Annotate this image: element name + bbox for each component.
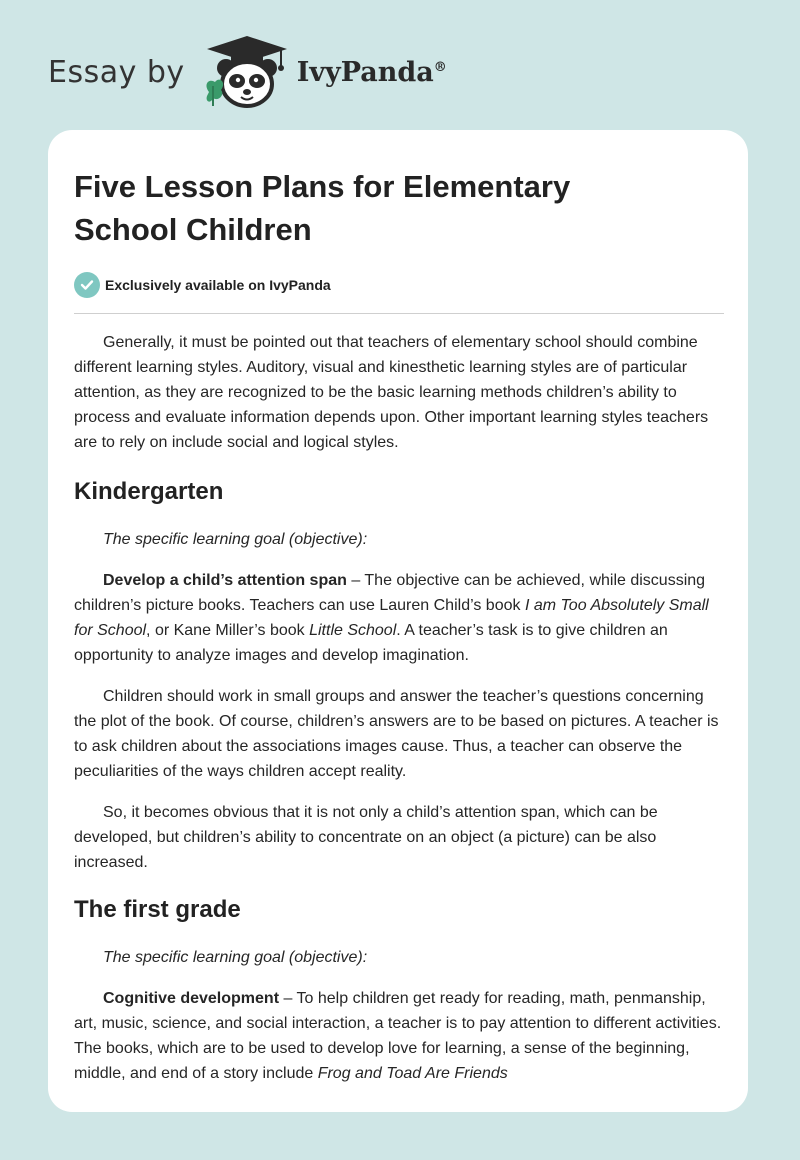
- paragraph: Develop a child’s attention span – The objective can be achieved, while discussing children’s picture books. Teachers can use Lauren Child’s book I am Too Absolutely Small for School, or Kane Miller’s book Little School. A teacher’s task is to give children an opportunity to analyze images and develop imagination.: [74, 572, 709, 664]
- paragraph: Children should work in small groups and answer the teacher’s questions concerning the plot of the book. Of course, children’s answers are to be based on pictures. A teacher is to ask children about the associations images cause. Thus, a teacher can observe the peculiarities of the ways children accept reality.: [74, 688, 719, 780]
- objective-label: The specific learning goal (objective):: [103, 531, 368, 548]
- paragraph: Cognitive development – To help children get ready for reading, math, penmanship, art, music, science, and social interaction, a teacher is to pay attention to different activities. The books, which are to be used to develop love for learning, a sense of the beginning, middle, and end of a story include Frog and Toad Are Friends: [74, 990, 722, 1082]
- ivy-leaf-icon: [206, 80, 223, 106]
- check-icon: [74, 272, 100, 298]
- exclusive-badge: [74, 271, 724, 299]
- intro-paragraph: Generally, it must be pointed out that teachers of elementary school should combine different learning styles. Auditory, visual and kinesthetic learning styles are of particular attention, as they are recognized to be the basic learning methods children’s ability to process and evaluate information depends upon. Other important learning styles teachers are to rely on include social and logical styles.: [74, 334, 709, 451]
- section-heading-kindergarten: Kindergarten: [74, 478, 224, 505]
- section-heading-first-grade: The first grade: [74, 896, 241, 923]
- essay-card: [48, 130, 748, 1112]
- paragraph: So, it becomes obvious that it is not only a child’s attention span, which can be developed, but children’s ability to concentrate on an object (a picture) can be also increased.: [74, 804, 658, 871]
- objective-label: The specific learning goal (objective):: [103, 949, 368, 966]
- page-title: Five Lesson Plans for Elementary School Children: [74, 169, 571, 247]
- panda-graduate-icon: [201, 34, 293, 110]
- site-header: [48, 34, 447, 110]
- essay-by-label: Essay by: [48, 54, 185, 90]
- divider: [74, 313, 724, 314]
- brand-name[interactable]: IvyPanda®: [296, 56, 447, 88]
- exclusive-label: Exclusively available on IvyPanda: [105, 277, 331, 293]
